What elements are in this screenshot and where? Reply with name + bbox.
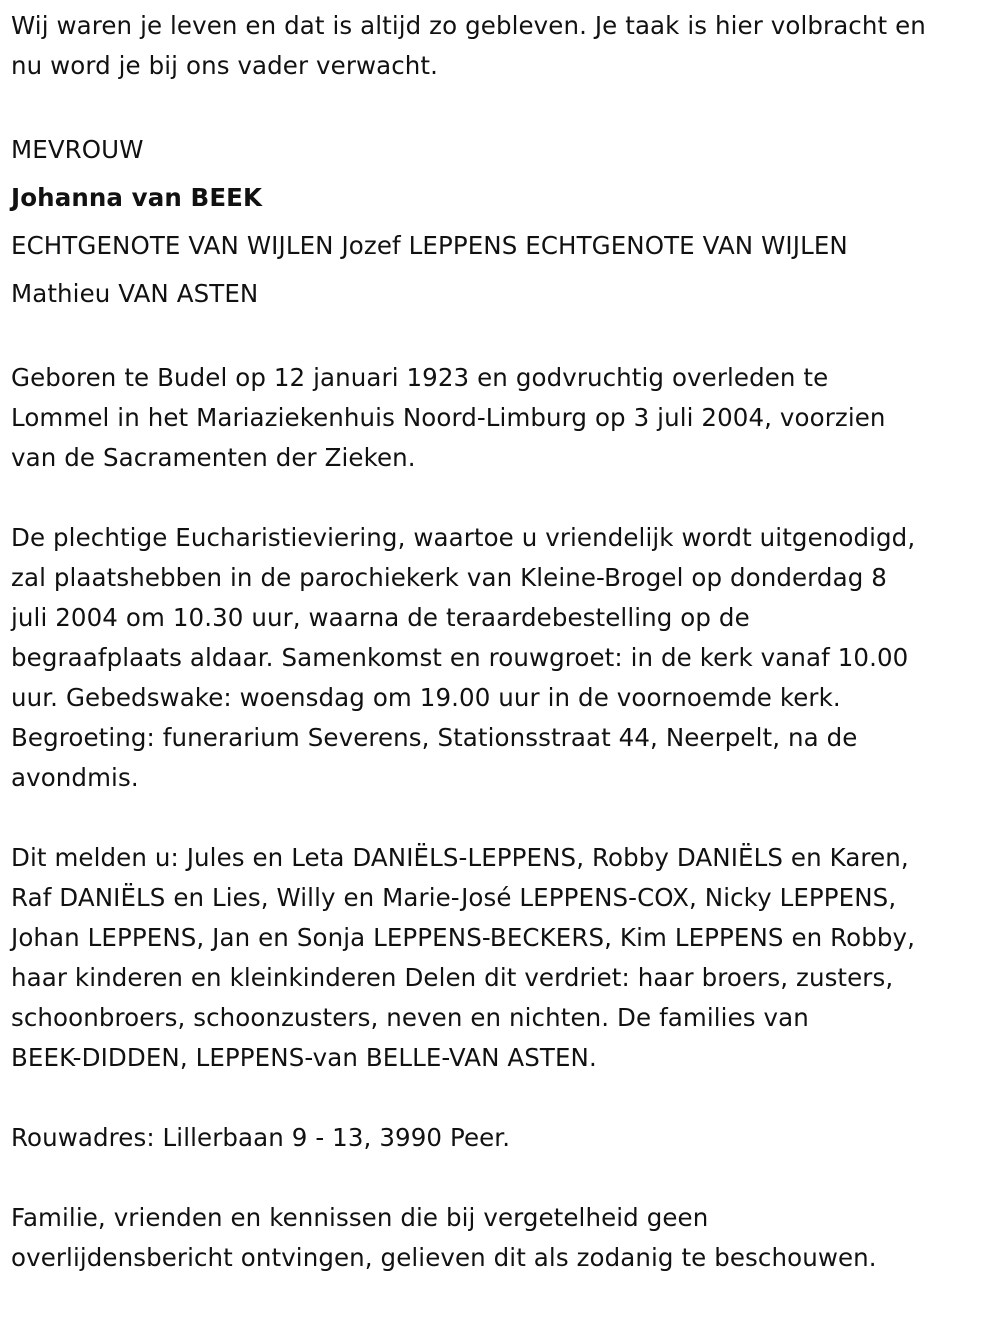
family-line: haar kinderen en kleinkinderen Delen dit verdriet: haar broers, zusters, [11,963,894,992]
ceremony-line: Begroeting: funerarium Severens, Stationsstraat 44, Neerpelt, na de [11,723,858,752]
deceased-heading [11,126,993,318]
motto-line: nu word je bij ons vader verwacht. [11,51,439,80]
family-line: Dit melden u: Jules en Leta DANIËLS-LEPPENS, Robby DANIËLS en Karen, [11,843,909,872]
closing-paragraph [11,1198,993,1278]
family-line: schoonbroers, schoonzusters, neven en nichten. De families van [11,1003,809,1032]
ceremony-line: begraafplaats aldaar. Samenkomst en rouwgroet: in de kerk vanaf 10.00 [11,643,909,672]
motto-line: Wij waren je leven en dat is altijd zo gebleven. Je taak is hier volbracht en [11,11,926,40]
obituary-document [11,6,993,1318]
motto-paragraph [11,6,993,86]
closing-line: Familie, vrienden en kennissen die bij vergetelheid geen [11,1203,709,1232]
family-line: Johan LEPPENS, Jan en Sonja LEPPENS-BECKERS, Kim LEPPENS en Robby, [11,923,916,952]
ceremony-paragraph [11,518,993,798]
family-paragraph [11,838,993,1078]
ceremony-line: De plechtige Eucharistieviering, waartoe u vriendelijk wordt uitgenodigd, [11,523,916,552]
birth-death-paragraph [11,358,993,478]
closing-line: overlijdensbericht ontvingen, gelieven dit als zodanig te beschouwen. [11,1243,877,1272]
family-line: Raf DANIËLS en Lies, Willy en Marie-José LEPPENS-COX, Nicky LEPPENS, [11,883,897,912]
ceremony-line: avondmis. [11,763,139,792]
ceremony-line: uur. Gebedswake: woensdag om 19.00 uur in de voornoemde kerk. [11,683,841,712]
family-line: BEEK-DIDDEN, LEPPENS-van BELLE-VAN ASTEN. [11,1043,597,1072]
birth-death-line: Lommel in het Mariaziekenhuis Noord-Limburg op 3 juli 2004, voorzien [11,403,886,432]
mourning-address: Rouwadres: Lillerbaan 9 - 13, 3990 Peer. [11,1123,511,1152]
deceased-title: MEVROUW [11,135,144,164]
ceremony-line: zal plaatshebben in de parochiekerk van Kleine-Brogel op donderdag 8 [11,563,887,592]
spouse-line: Mathieu VAN ASTEN [11,279,259,308]
birth-death-line: van de Sacramenten der Zieken. [11,443,416,472]
spouse-line: ECHTGENOTE VAN WIJLEN Jozef LEPPENS ECHTGENOTE VAN WIJLEN [11,231,848,260]
deceased-name: Johanna van BEEK [11,183,263,212]
birth-death-line: Geboren te Budel op 12 januari 1923 en godvruchtig overleden te [11,363,829,392]
address-paragraph [11,1118,993,1158]
ceremony-line: juli 2004 om 10.30 uur, waarna de teraardebestelling op de [11,603,750,632]
